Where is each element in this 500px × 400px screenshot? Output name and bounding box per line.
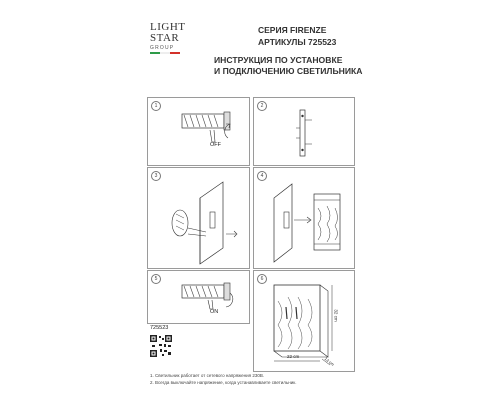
note-1: 1. Светильник работает от сетевого напряжения 230В. [150, 373, 265, 378]
dim-depth-label: 13 cm [323, 356, 336, 367]
dim-width-label: 22 cm [287, 354, 300, 359]
dim-height-label: 32 cm [333, 309, 339, 322]
switch-off-illustration [148, 98, 249, 165]
off-label: OFF [210, 142, 221, 148]
instruction-title-line1: ИНСТРУКЦИЯ ПО УСТАНОВКЕ [214, 55, 343, 65]
dimensions-illustration [254, 271, 354, 371]
step-number: 6 [257, 274, 267, 284]
step-number: 4 [257, 171, 267, 181]
logo-line2: STAR [150, 32, 180, 44]
qr-code-icon [150, 335, 172, 357]
series-title: СЕРИЯ FIRENZE [258, 25, 327, 35]
mounting-plate-illustration [254, 98, 354, 165]
step-panel-3 [147, 167, 250, 269]
step-panel-6 [253, 270, 355, 372]
switch-on-illustration [148, 271, 249, 323]
step-panel-1 [147, 97, 250, 166]
step-number: 2 [257, 101, 267, 111]
logo-flag-bar [150, 52, 180, 54]
logo-line1: LIGHT [150, 21, 186, 33]
brand-logo [150, 22, 190, 54]
on-label: ON [210, 309, 219, 315]
logo-group: GROUP [150, 45, 175, 51]
step-number: 1 [151, 101, 161, 111]
article-title: АРТИКУЛЫ 725523 [258, 37, 337, 47]
step-panel-4 [253, 167, 355, 269]
step-panel-2 [253, 97, 355, 166]
step-number: 3 [151, 171, 161, 181]
shade-mount-illustration [254, 168, 354, 268]
note-2: 2. Всегда выключайте напряжение, когда устанавливаете светильник. [150, 380, 297, 385]
article-code: 725523 [150, 325, 169, 331]
wire-connection-illustration [148, 168, 249, 268]
instruction-title-line2: И ПОДКЛЮЧЕНИЮ СВЕТИЛЬНИКА [214, 66, 363, 76]
step-number: 5 [151, 274, 161, 284]
step-panel-5 [147, 270, 250, 324]
